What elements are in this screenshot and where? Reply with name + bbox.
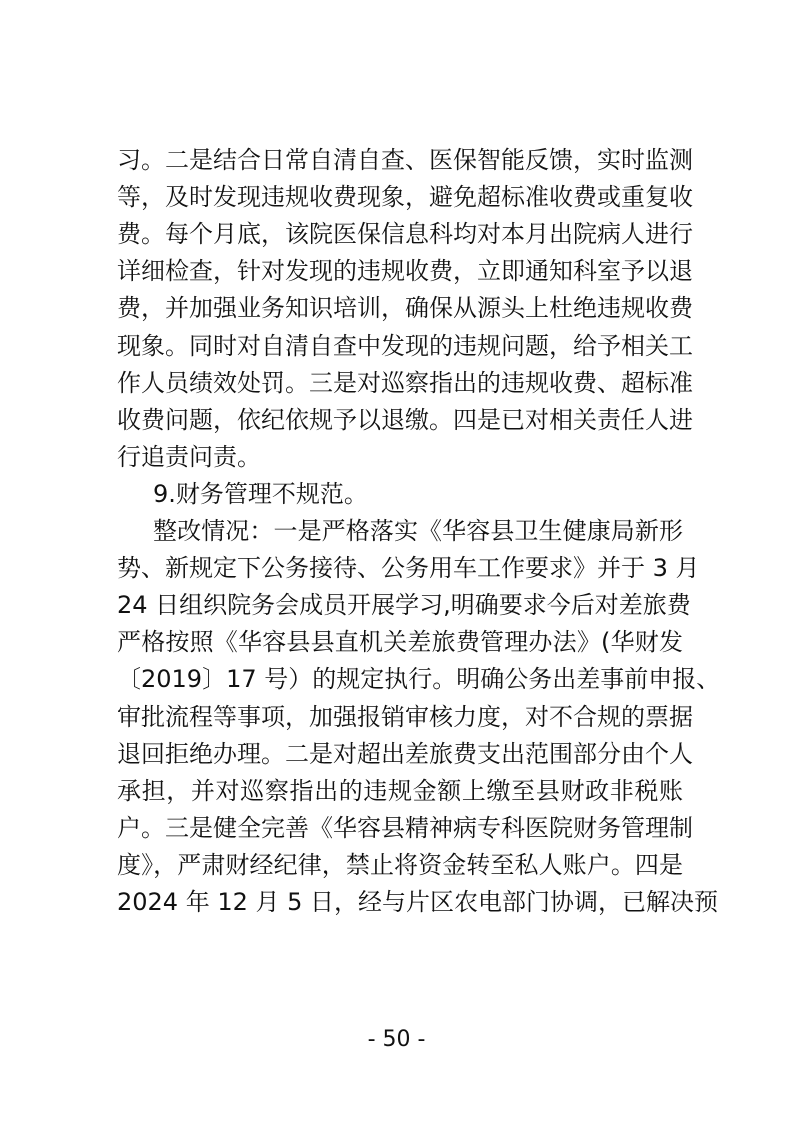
text-line: 习。二是结合日常自清自查、医保智能反馈，实时监测 [117,146,693,174]
text-line: 费，并加强业务知识培训，确保从源头上杜绝违规收费 [117,294,693,323]
text-line: 等，及时发现违规收费现象，避免超标准收费或重复收 [117,183,693,212]
text-line: 费。每个月底，该院医保信息科均对本月出院病人进行 [117,220,693,249]
text-line: 整改情况：一是严格落实《华容县卫生健康局新形 [153,517,683,545]
text-line: 收费问题，依纪依规予以退缴。四是已对相关责任人进 [117,405,693,434]
text-line: 〔2019〕17 号）的规定执行。明确公务出差事前申报、 [117,665,721,694]
text-line: 户。三是健全完善《华容县精神病专科医院财务管理制 [117,813,693,842]
text-line: 承担，并对巡察指出的违规金额上缴至县财政非税账 [117,776,683,805]
text-line: 严格按照《华容县县直机关差旅费管理办法》(华财发 [117,628,683,657]
text-line: 行追责问责。 [117,442,261,471]
text-line: 2024 年 12 月 5 日，经与片区农电部门协调，已解决预 [117,888,719,916]
text-line: 9.财务管理不规范。 [153,479,368,508]
text-line: 度》，严肃财经纪律，禁止将资金转至私人账户。四是 [117,850,683,879]
text-line: 现象。同时对自清自查中发现的违规问题，给予相关工 [117,331,693,360]
page-number: - 50 - [367,1027,426,1052]
text-line: 势、新规定下公务接待、公务用车工作要求》并于 3 月 [117,554,700,583]
text-line: 详细检查，针对发现的违规收费，立即通知科室予以退 [117,257,693,286]
text-line: 作人员绩效处罚。三是对巡察指出的违规收费、超标准 [117,368,693,397]
text-line: 退回拒绝办理。二是对超出差旅费支出范围部分由个人 [117,739,693,768]
text-line: 审批流程等事项，加强报销审核力度，对不合规的票据 [117,702,693,731]
text-line: 24 日组织院务会成员开展学习,明确要求今后对差旅费 [117,591,691,620]
